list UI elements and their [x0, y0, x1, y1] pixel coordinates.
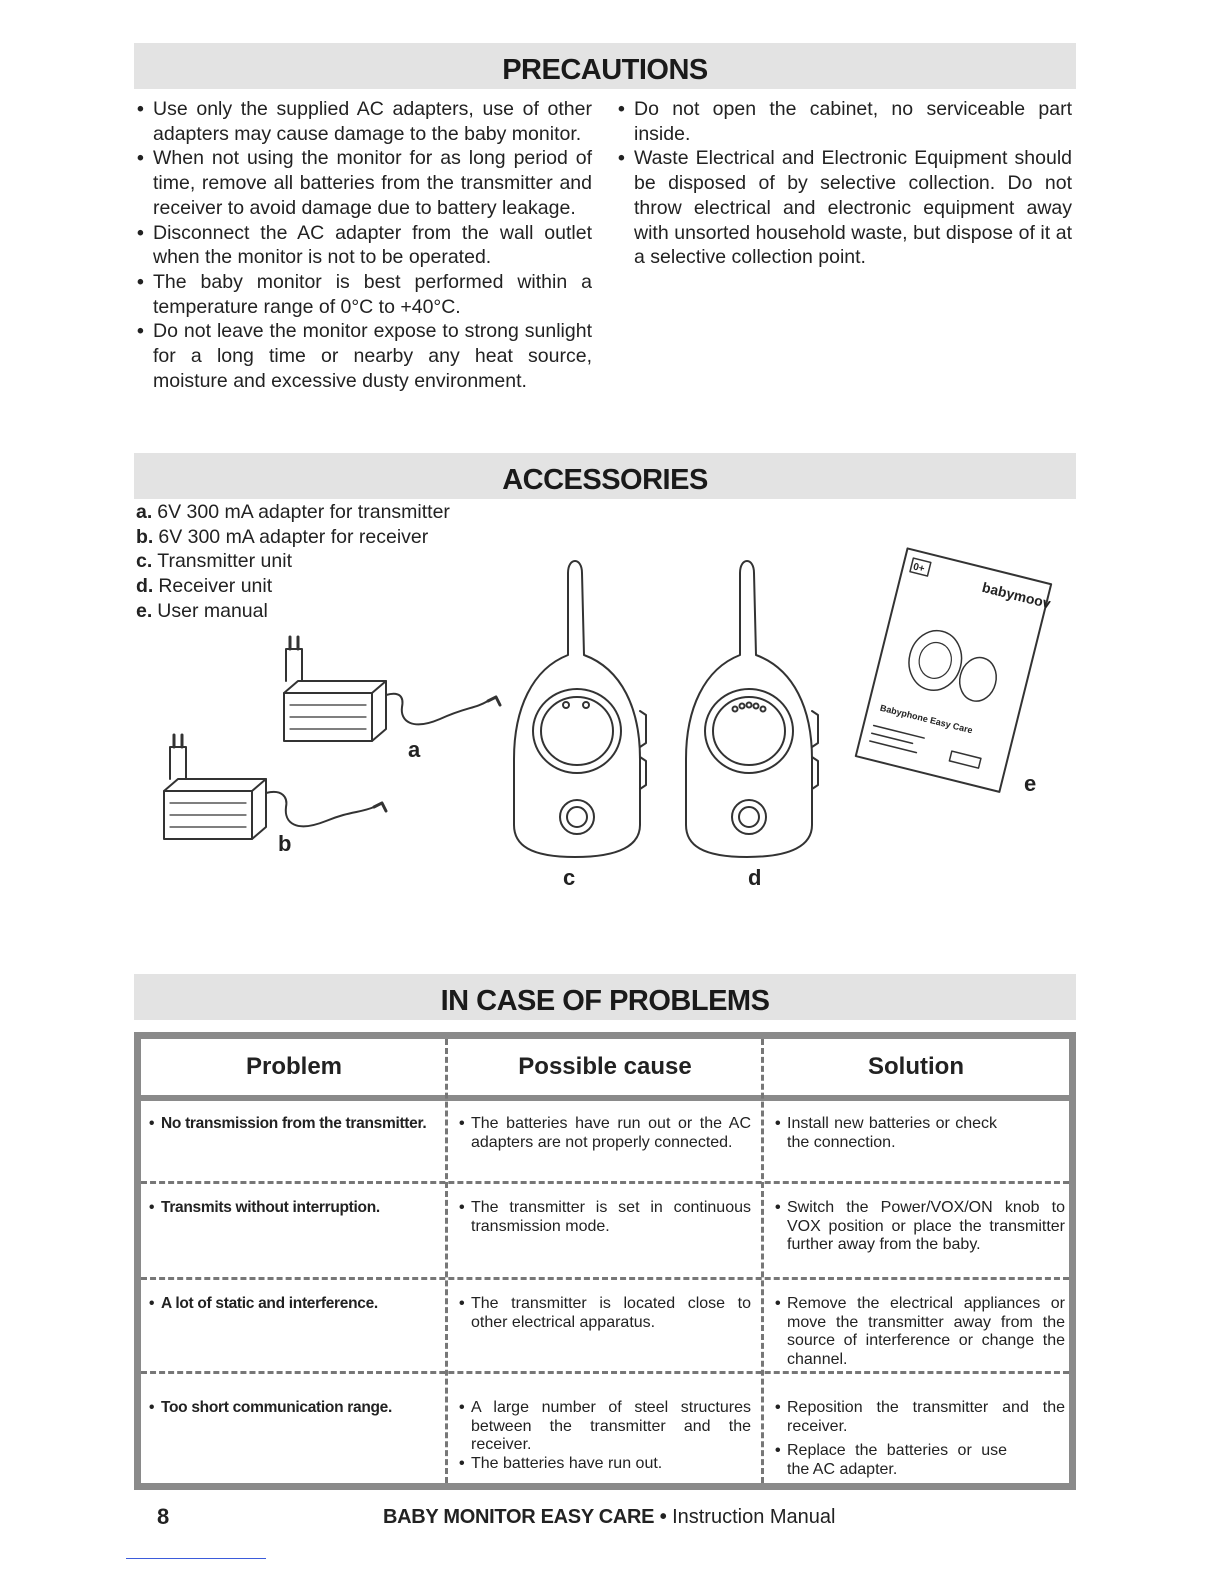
header-solution: Solution: [868, 1053, 964, 1080]
item-letter: d.: [136, 575, 154, 598]
list-item: • Waste Electrical and Electronic Equipment should be disposed of by selective collection. Do not throw electrical and electronic equipment away with unsorted household waste, but dispose of it at a selective collection point.: [617, 146, 1072, 270]
figure-label-b: b: [278, 831, 292, 856]
footer-bullet: •: [659, 1506, 667, 1528]
item-letter: b.: [136, 525, 154, 548]
header-problem: Problem: [245, 1053, 343, 1080]
precautions-left-list: [136, 97, 592, 393]
table-row-1-cause: • The batteries have run out or the AC adapters are not properly connected.: [459, 1115, 751, 1152]
list-item: • Disconnect the AC adapter from the wall outlet when the monitor is not to be operated.: [136, 221, 592, 270]
item-text: 6V 300 mA adapter for transmitter: [157, 501, 450, 523]
header-cause: Possible cause: [518, 1053, 692, 1080]
list-item: [136, 500, 450, 525]
table-row-2-cause: • The transmitter is set in continuous transmission mode.: [459, 1199, 751, 1236]
figure-label-d: d: [748, 865, 762, 890]
transmitter-c-illustration: [514, 561, 646, 857]
footer-title: [383, 1506, 835, 1529]
list-item: • When not using the monitor for as long period of time, remove all batteries from the transmitter and receiver to avoid damage due to battery leakage.: [136, 146, 592, 220]
manual-age-text: 0+: [911, 561, 926, 575]
list-item: • Use only the supplied AC adapters, use of other adapters may cause damage to the baby monitor.: [136, 97, 592, 146]
item-text: Transmitter unit: [157, 550, 292, 573]
precautions-right-list: [617, 97, 1072, 270]
item-text: User manual: [157, 599, 268, 622]
footer-product: BABY MONITOR EASY CARE: [383, 1506, 655, 1528]
table-header-row: [141, 1039, 1069, 1101]
figure-label-a: a: [408, 737, 421, 762]
table-row-3-solution: • Remove the electrical appliances or move the transmitter away from the source of interference or change the channel.: [775, 1295, 1065, 1369]
table-row-2-solution: • Switch the Power/VOX/ON knob to VOX position or place the transmitter further away from the baby.: [775, 1199, 1065, 1255]
figure-label-e: e: [1024, 771, 1037, 796]
footer-doc-type: Instruction Manual: [672, 1506, 836, 1528]
precautions-header: PRECAUTIONS: [134, 43, 1076, 89]
column-divider: [445, 1039, 448, 1483]
footer-divider: [126, 1558, 266, 1559]
table-row-3-cause: • The transmitter is located close to other electrical apparatus.: [459, 1295, 751, 1332]
row-divider: [141, 1181, 1069, 1184]
column-divider: [761, 1039, 764, 1483]
table-row-3-problem: • A lot of static and interference.: [149, 1295, 439, 1314]
table-row-1-problem: • No transmission from the transmitter.: [149, 1115, 439, 1134]
item-letter: e.: [136, 599, 153, 622]
item-letter: a.: [136, 501, 153, 523]
problems-header: IN CASE OF PROBLEMS: [134, 974, 1076, 1020]
accessories-illustration: [150, 545, 1070, 905]
table-row-2-problem: • Transmits without interruption.: [149, 1199, 439, 1218]
list-item: • The baby monitor is best performed within a temperature range of 0°C to +40°C.: [136, 270, 592, 319]
list-item: • Do not open the cabinet, no serviceable part inside.: [617, 97, 1072, 146]
problems-table: [134, 1032, 1076, 1490]
table-row-4-problem: • Too short communication range.: [149, 1399, 439, 1418]
item-text: 6V 300 mA adapter for receiver: [158, 525, 429, 548]
list-item: • Do not leave the monitor expose to strong sunlight for a long time or nearby any heat source, moisture and excessive dusty environment.: [136, 319, 592, 393]
item-text: Receiver unit: [158, 575, 273, 598]
row-divider: [141, 1277, 1069, 1280]
adapter-b-illustration: [164, 735, 386, 839]
item-letter: c.: [136, 550, 153, 573]
adapter-a-illustration: [284, 637, 500, 741]
table-row-1-solution: • Install new batteries or check the connection.: [775, 1115, 1065, 1152]
manual-product-text: Babyphone Easy Care: [879, 702, 974, 736]
accessories-header: ACCESSORIES: [134, 453, 1076, 499]
user-manual-e-illustration: [856, 548, 1051, 791]
table-row-4-cause: • A large number of steel structures between the transmitter and the receiver. • The batteries have run out.: [459, 1399, 751, 1473]
manual-brand-text: babymoov: [980, 578, 1053, 612]
figure-label-c: c: [563, 865, 576, 890]
row-divider: [141, 1371, 1069, 1374]
table-row-4-solution: • Reposition the transmitter and the receiver. • Replace the batteries or use the AC adapter.: [775, 1399, 1065, 1479]
page-number: 8: [157, 1504, 170, 1529]
receiver-d-illustration: [686, 561, 818, 857]
